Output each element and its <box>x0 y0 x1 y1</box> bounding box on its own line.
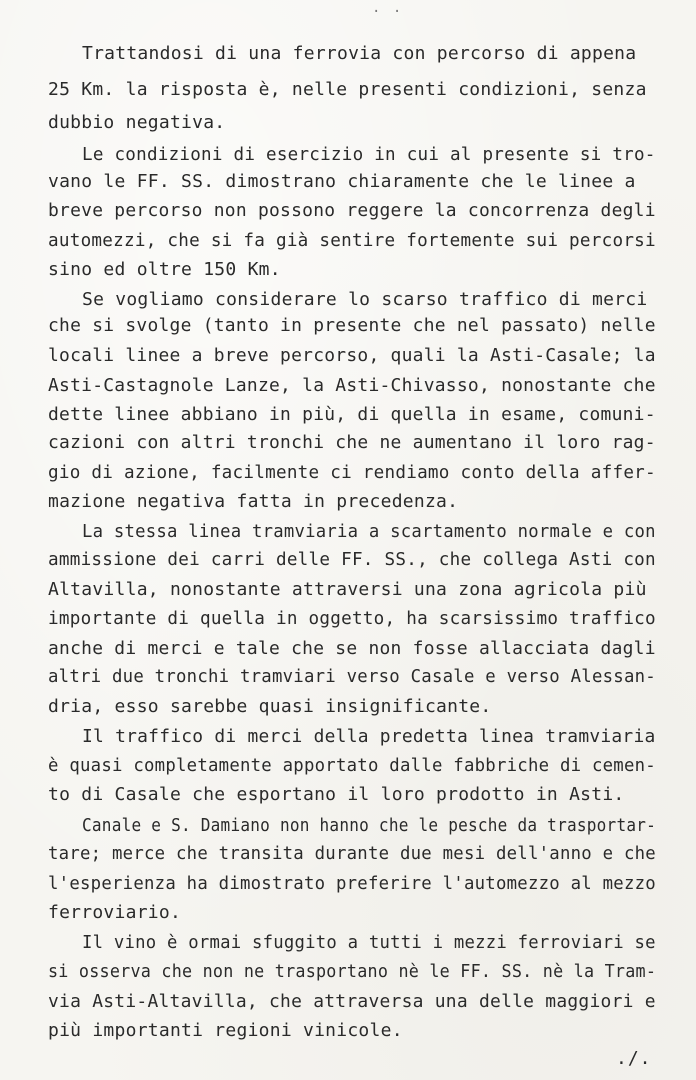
paragraph-3-line-8: mazione negativa fatta in precedenza. <box>48 491 459 512</box>
paragraph-4-line-2: ammissione dei carri delle FF. SS., che collega Asti con <box>48 549 656 570</box>
paragraph-4-line-3: Altavilla, nonostante attraversi una zona agricola più <box>48 579 647 600</box>
paragraph-3-line-5: dette linee abbiano in più, di quella in esame, comuni- <box>48 404 656 425</box>
paragraph-6-line-3: l'esperienza ha dimostrato preferire l'automezzo al mezzo <box>48 873 656 894</box>
paragraph-5-line-3: to di Casale che esportano il loro prodotto in Asti. <box>48 784 625 805</box>
paragraph-3-line-7: gio di azione, facilmente ci rendiamo conto della affer- <box>48 462 656 483</box>
paragraph-3-line-2: che si svolge (tanto in presente che nel passato) nelle <box>48 315 656 336</box>
paragraph-4-line-1: La stessa linea tramviaria a scartamento normale e con <box>82 521 656 542</box>
paragraph-3-line-3: locali linee a breve percorso, quali la Asti-Casale; la <box>48 345 656 366</box>
paragraph-4-line-7: dria, esso sarebbe quasi insignificante. <box>48 696 492 717</box>
paragraph-3-line-6: cazioni con altri tronchi che ne aumentano il loro rag- <box>48 432 656 453</box>
paragraph-1-line-2: 25 Km. la risposta è, nelle presenti condizioni, senza <box>48 79 647 100</box>
paragraph-2-line-3: breve percorso non possono reggere la concorrenza degli <box>48 200 656 221</box>
paragraph-5-line-2: è quasi completamente apportato dalle fabbriche di cemen- <box>48 755 656 776</box>
paragraph-7-line-2: si osserva che non ne trasportano nè le FF. SS. nè la Tram- <box>48 961 657 982</box>
top-page-mark: · · <box>372 4 404 20</box>
paragraph-7-line-1: Il vino è ormai sfuggito a tutti i mezzi ferroviari se <box>82 932 656 953</box>
paragraph-7-line-3: via Asti-Altavilla, che attraversa una delle maggiori e <box>48 991 656 1012</box>
paragraph-3-line-1: Se vogliamo considerare lo scarso traffico di merci <box>82 289 648 310</box>
continuation-mark: ./. <box>616 1048 652 1069</box>
paragraph-4-line-5: anche di merci e tale che se non fosse allacciata dagli <box>48 638 656 659</box>
paragraph-2-line-2: vano le FF. SS. dimostrano chiaramente che le linee a <box>48 171 636 192</box>
paragraph-2-line-5: sino ed oltre 150 Km. <box>48 259 281 280</box>
paragraph-1-line-1: Trattandosi di una ferrovia con percorso di appena <box>82 43 637 64</box>
paragraph-6-line-1: Canale e S. Damiano non hanno che le pesche da trasportar- <box>82 815 657 836</box>
paragraph-2-line-4: automezzi, che si fa già sentire fortemente sui percorsi <box>48 230 656 251</box>
paragraph-4-line-4: importante di quella in oggetto, ha scarsissimo traffico <box>48 608 656 629</box>
paragraph-4-line-6: altri due tronchi tramviari verso Casale e verso Alessan- <box>48 666 656 687</box>
paragraph-2-line-1: Le condizioni di esercizio in cui al presente si tro- <box>82 144 656 165</box>
paragraph-3-line-4: Asti-Castagnole Lanze, la Asti-Chivasso, nonostante che <box>48 375 656 396</box>
paragraph-1-line-3: dubbio negativa. <box>48 112 226 133</box>
paragraph-5-line-1: Il traffico di merci della predetta linea tramviaria <box>82 726 656 747</box>
paragraph-6-line-4: ferroviario. <box>48 902 182 923</box>
paragraph-6-line-2: tare; merce che transita durante due mesi dell'anno e che <box>48 843 656 864</box>
paragraph-7-line-4: più importanti regioni vinicole. <box>48 1020 403 1041</box>
